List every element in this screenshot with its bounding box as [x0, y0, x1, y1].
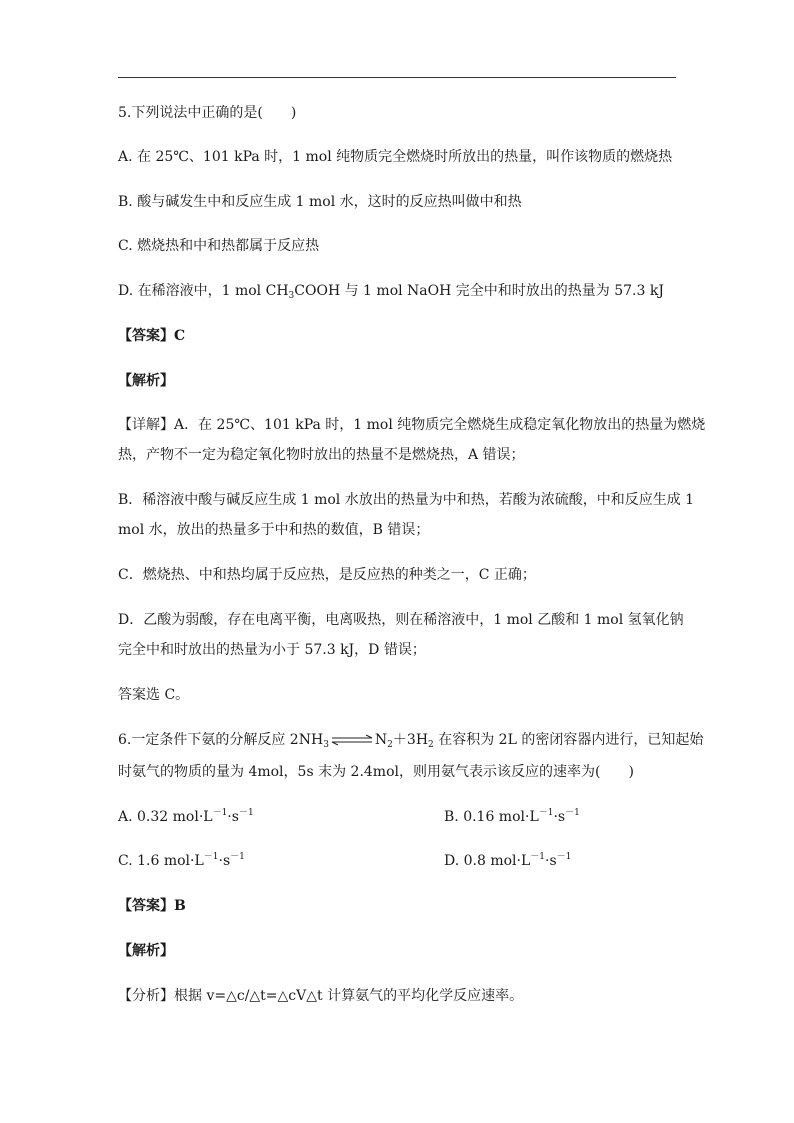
q5-detail-line: 完全中和时放出的热量为小于 57.3 kJ，D 错误； — [118, 642, 426, 658]
header-rule — [118, 77, 676, 78]
q6-answer: 【答案】B — [118, 898, 186, 914]
q6-option-a: A. 0.32 $mol\cdot L^{-1}\cdot s^{-1}$ — [118, 808, 254, 825]
q5-conclusion: 答案选 C。 — [118, 687, 190, 703]
q5-analysis-title: 【解析】 — [118, 373, 174, 389]
q6-option-c: C. 1.6 $mol\cdot L^{-1}\cdot s^{-1}$ — [118, 852, 245, 869]
q5-option-b: B. 酸与碱发生中和反应生成 1 mol 水，这时的反应热叫做中和热 — [118, 194, 522, 210]
q6-option-b: B. 0.16 $mol\cdot L^{-1}\cdot s^{-1}$ — [444, 808, 580, 825]
q6-analysis-title: 【解析】 — [118, 943, 174, 959]
q6-option-d: D. 0.8 $mol\cdot L^{-1}\cdot s^{-1}$ — [444, 852, 572, 869]
q5-option-a: A. 在 25℃、101 kPa 时，1 mol 纯物质完全燃烧时所放出的热量，叫作该物质的燃烧热 — [118, 149, 673, 165]
q6-stem-line1: 6.一定条件下氨的分解反应 $2NH_3$ $N_2+3H_2$ 在容积为 2L 的密闭容器内进行，已知起始 — [118, 732, 704, 750]
q5-stem: 5.下列说法中正确的是( ) — [118, 105, 297, 121]
q6-stem-line2: 时氨气的物质的量为 4mol，5s 末为 2.4mol，则用氨气表示该反应的速率为( ) — [118, 764, 634, 780]
q5-detail-line: 热，产物不一定为稳定氧化物时放出的热量不是燃烧热，A 错误； — [118, 447, 525, 463]
equilibrium-arrow-icon — [330, 734, 374, 746]
q6-analysis: 【分析】根据 v=△c/△t=△cV△t 计算氨气的平均化学反应速率。 — [118, 988, 524, 1004]
q5-detail-line: mol 水，放出的热量多于中和热的数值，B 错误； — [118, 522, 430, 538]
q5-detail-line: 【详解】A．在 25℃、101 kPa 时，1 mol 纯物质完全燃烧生成稳定氧化物放出的热量为燃烧 — [118, 417, 706, 433]
q5-detail-line: C．燃烧热、中和热均属于反应热，是反应热的种类之一，C 正确； — [118, 567, 536, 583]
q5-option-c: C. 燃烧热和中和热都属于反应热 — [118, 238, 320, 254]
q5-detail-line: D．乙酸为弱酸，存在电离平衡，电离吸热，则在稀溶液中，1 mol 乙酸和 1 mol 氢氧化钠 — [118, 612, 684, 628]
q5-detail-line: B．稀溶液中酸与碱反应生成 1 mol 水放出的热量为中和热，若酸为浓硫酸，中和反应生成 1 — [118, 492, 695, 508]
q5-answer: 【答案】C — [118, 328, 186, 344]
q5-option-d: D. 在稀溶液中，1 mol $CH_3COOH$ 与 1 mol NaOH 完全中和时放出的热量为 57.3 kJ — [118, 283, 664, 301]
